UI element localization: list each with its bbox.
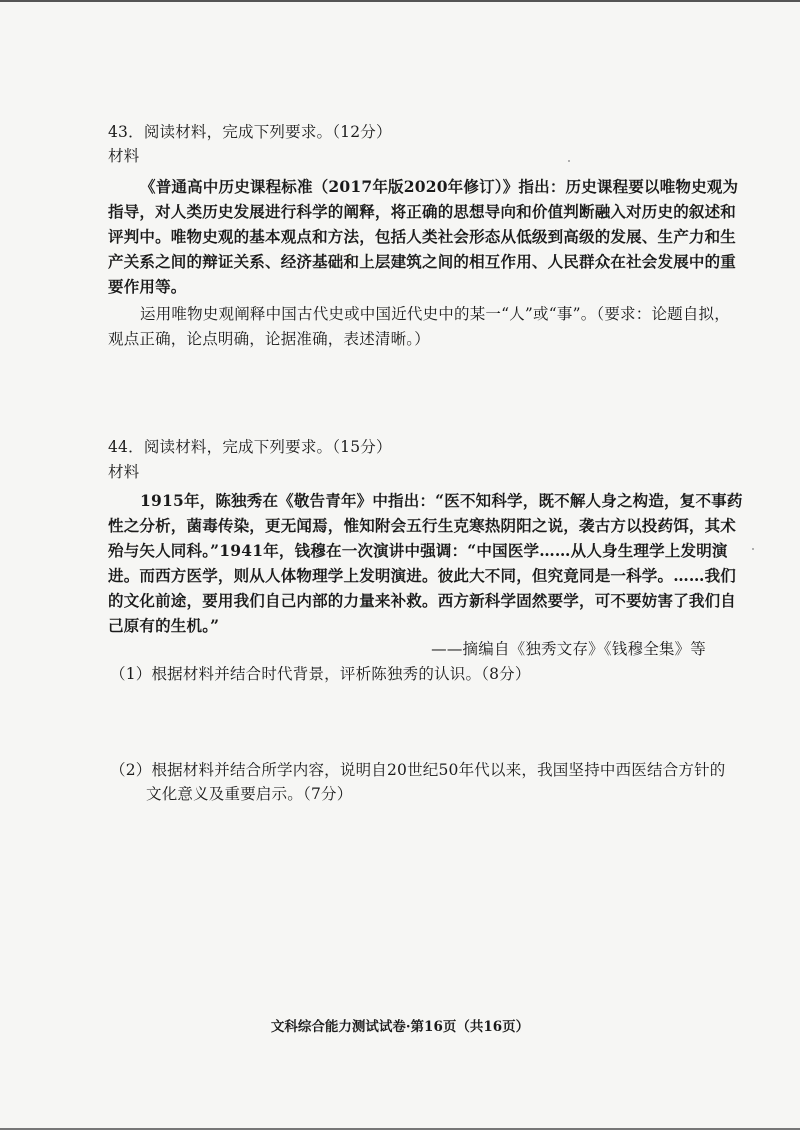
q44-material-line-3: 殆与矢人同科。”1941年，钱穆在一次演讲中强调：“中国医学……从人身生理学上发明演 (108, 541, 728, 560)
q43-question-line-2: 观点正确，论点明确，论据准确，表述清晰。） (108, 330, 430, 348)
q44-material-line-4: 进。而西方医学，则从人体物理学上发明演进。彼此大不同，但究竟同是一科学。……我们 (108, 566, 737, 585)
q43-material-line-3: 评判中。唯物史观的基本观点和方法，包括人类社会形态从低级到高级的发展、生产力和生 (108, 227, 737, 246)
page-footer: 文科综合能力测试试卷·第16页（共16页） (270, 1019, 530, 1035)
q44-material-label: 材料 (108, 463, 140, 481)
q43-material-line-4: 产关系之间的辩证关系、经济基础和上层建筑之间的相互作用、人民群众在社会发展中的重 (108, 252, 737, 271)
q44-source: ——摘编自《独秀文存》《钱穆全集》等 (431, 640, 706, 658)
q44-sub2-line-1: （2）根据材料并结合所学内容，说明自20世纪50年代以来，我国坚持中西医结合方针的 (110, 761, 726, 779)
q44-heading: 44．阅读材料，完成下列要求。（15分） (108, 438, 392, 456)
q44-material-line-1: 1915年，陈独秀在《敬告青年》中指出：“医不知科学，既不解人身之构造，复不事药 (140, 491, 743, 510)
q44-sub1: （1）根据材料并结合时代背景，评析陈独秀的认识。（8分） (110, 665, 531, 683)
q43-question-line-1: 运用唯物史观阐释中国古代史或中国近代史中的某一“人”或“事”。（要求：论题自拟， (140, 305, 730, 323)
q44-material-line-2: 性之分析，菌毒传染，更无闻焉，惟知附会五行生克寒热阴阳之说，袭古方以投药饵，其术 (108, 516, 737, 535)
q43-material-label: 材料 (108, 147, 140, 165)
q43-material-line-2: 指导，对人类历史发展进行科学的阐释，将正确的思想导向和价值判断融入对历史的叙述和 (108, 202, 737, 221)
q43-material-line-5: 要作用等。 (108, 277, 187, 296)
q43-heading: 43．阅读材料，完成下列要求。（12分） (108, 123, 392, 141)
q44-material-line-5: 的文化前途，要用我们自己内部的力量来补救。西方新科学固然要学，可不要妨害了我们自 (108, 591, 737, 610)
q43-material-line-1: 《普通高中历史课程标准（2017年版2020年修订）》指出：历史课程要以唯物史观为 (140, 177, 739, 196)
q44-sub2-line-2: 文化意义及重要启示。（7分） (146, 785, 353, 803)
scan-speck (752, 548, 754, 550)
scan-speck (568, 160, 570, 162)
page-top-edge (0, 0, 800, 2)
q44-material-line-6: 己原有的生机。” (108, 616, 220, 635)
